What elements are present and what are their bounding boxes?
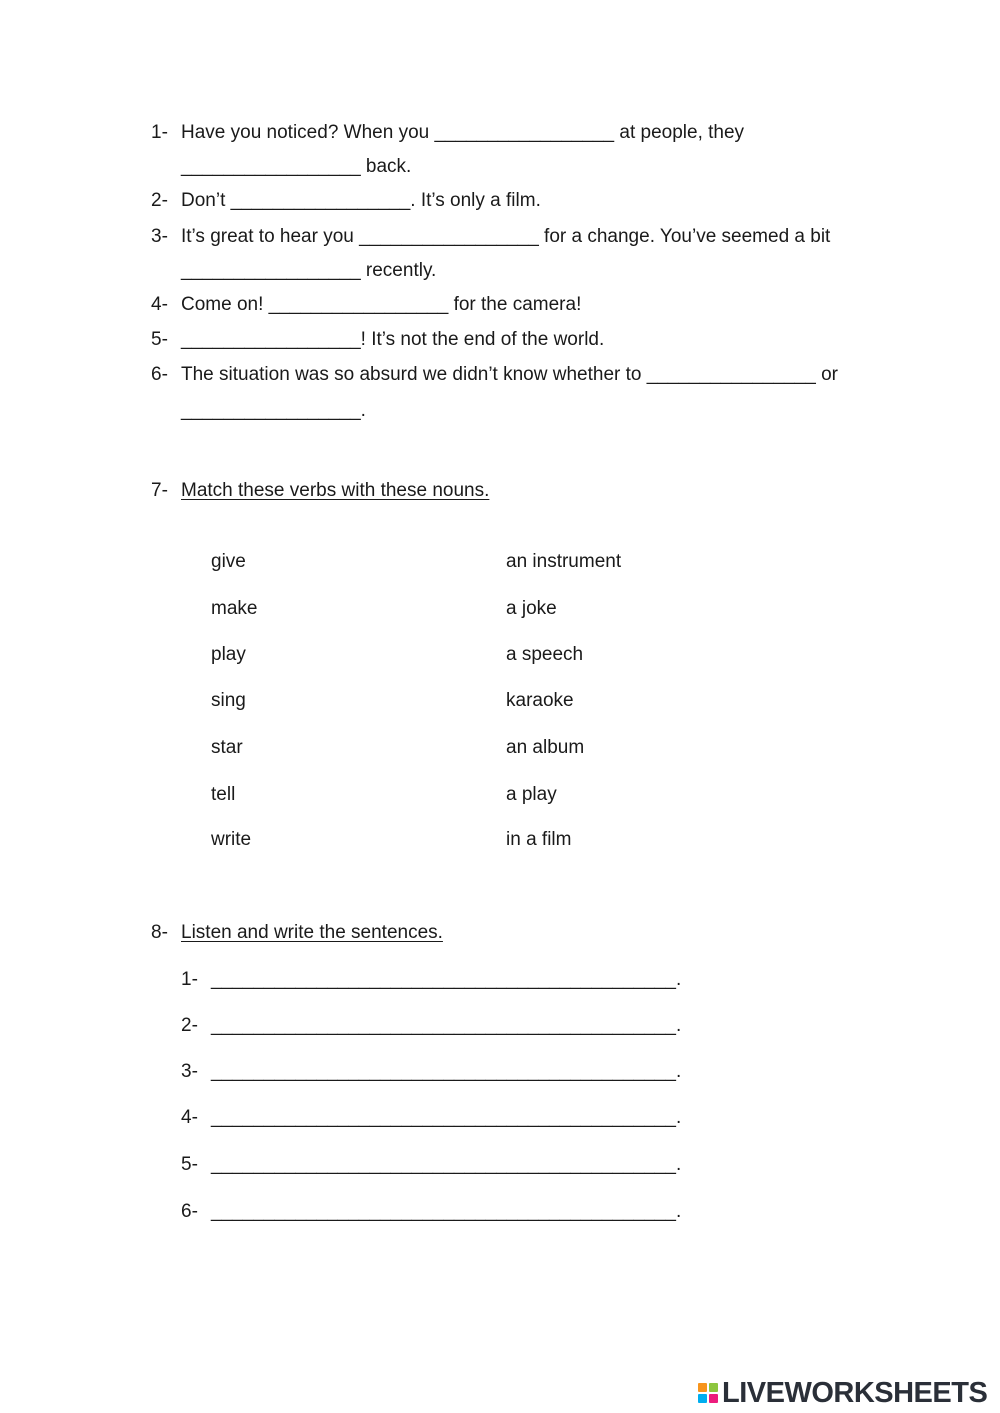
logo-square (709, 1383, 718, 1392)
question-number: 3- (151, 226, 168, 247)
sentence-number: 6- (181, 1201, 198, 1222)
noun-item[interactable]: a joke (506, 598, 557, 619)
sentence-number: 2- (181, 1015, 198, 1036)
sentence-number: 3- (181, 1061, 198, 1082)
sentence-answer-line[interactable]: ____________________________________________. (211, 1201, 682, 1222)
question-text: _________________! It’s not the end of the world. (181, 329, 605, 350)
verb-item[interactable]: write (211, 829, 252, 850)
verb-item[interactable]: play (211, 644, 246, 665)
question-text: _________________ recently. (181, 260, 437, 281)
section-instruction: Match these verbs with these nouns. (181, 480, 490, 501)
section-number: 8- (151, 922, 168, 943)
question-text: _________________. (181, 400, 366, 421)
section-instruction: Listen and write the sentences. (181, 922, 443, 943)
liveworksheets-logo-icon (698, 1383, 718, 1403)
noun-item[interactable]: a play (506, 784, 557, 805)
question-text: Don’t _________________. It’s only a film. (181, 190, 541, 211)
noun-item[interactable]: a speech (506, 644, 584, 665)
verb-item[interactable]: tell (211, 784, 236, 805)
sentence-number: 5- (181, 1154, 198, 1175)
sentence-answer-line[interactable]: ____________________________________________. (211, 1107, 682, 1128)
question-number: 1- (151, 122, 168, 143)
sentence-answer-line[interactable]: ____________________________________________. (211, 1015, 682, 1036)
question-number: 2- (151, 190, 168, 211)
question-number: 4- (151, 294, 168, 315)
question-text: It’s great to hear you _________________ for a change. You’ve seemed a bit (181, 226, 831, 247)
question-number: 5- (151, 329, 168, 350)
verb-item[interactable]: sing (211, 690, 246, 711)
verb-item[interactable]: star (211, 737, 243, 758)
question-text: Come on! _________________ for the camera! (181, 294, 582, 315)
noun-item[interactable]: an album (506, 737, 585, 758)
logo-square (698, 1394, 707, 1403)
liveworksheets-logo (698, 1378, 987, 1408)
noun-item[interactable]: an instrument (506, 551, 622, 572)
verb-item[interactable]: make (211, 598, 258, 619)
question-number: 6- (151, 364, 168, 385)
logo-square (698, 1383, 707, 1392)
sentence-answer-line[interactable]: ____________________________________________. (211, 1154, 682, 1175)
noun-item[interactable]: in a film (506, 829, 572, 850)
sentence-answer-line[interactable]: ____________________________________________. (211, 1061, 682, 1082)
question-text: _________________ back. (181, 156, 412, 177)
sentence-answer-line[interactable]: ____________________________________________. (211, 969, 682, 990)
sentence-number: 4- (181, 1107, 198, 1128)
question-text: The situation was so absurd we didn’t know whether to ________________ or (181, 364, 838, 385)
verb-item[interactable]: give (211, 551, 246, 572)
question-text: Have you noticed? When you _________________ at people, they (181, 122, 745, 143)
logo-text: LIVEWORKSHEETS (722, 1377, 988, 1409)
section-number: 7- (151, 480, 168, 501)
sentence-number: 1- (181, 969, 198, 990)
noun-item[interactable]: karaoke (506, 690, 574, 711)
logo-square (709, 1394, 718, 1403)
